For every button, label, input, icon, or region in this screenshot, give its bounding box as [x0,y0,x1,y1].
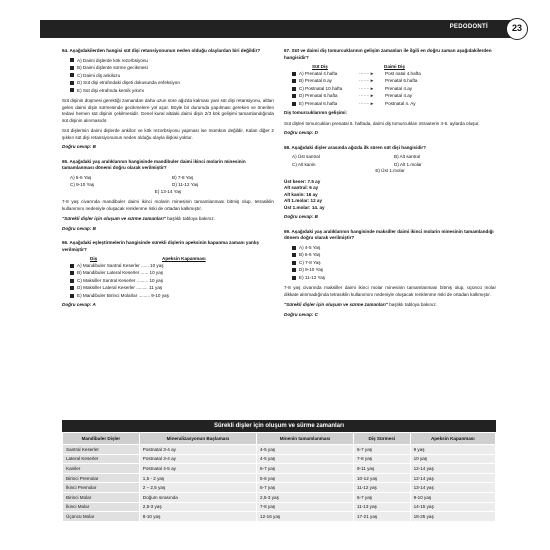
option: C) Maksiller Santral Keserler ......... 10 yaş [70,278,274,285]
eruption-facts [284,179,496,212]
question-67 [284,48,496,137]
table-cell: 1,5 - 2 yaş [139,473,256,483]
answer: Doğru cevap: D [284,130,318,136]
fact: Alt santral: 6 ay [284,185,319,191]
table-row [63,464,496,474]
table-cell: 7-8 yaş [354,454,411,464]
explanation: Süt dişleri tomurcukları prenatal 6. haftada, daimi diş tomurcukları intrauterin 4-5. aylarda oluşur. [284,120,480,126]
question-68 [284,145,496,221]
question-text: 68. Aşağıdaki dişler arasında ağızda ilk süren süt dişi hangisidir? [284,144,427,150]
table-cell: 14-15 yaş [410,502,495,512]
option: E) 13-14 Yaş [154,188,182,194]
table-row [63,492,496,502]
table-title: Sürekli dişler için oluşum ve sürme zamanları [62,420,496,432]
option: E) 11-12 Yaş [292,275,496,282]
option: E) Prenatal 6.hafta ·······► Postnatal 4. Ay [292,101,496,108]
table-cell: 6-7 yaş [257,464,354,474]
arrow-icon: ·······► [359,100,375,106]
column-headers: Süt Diş Daimi Diş [312,64,405,70]
table-row [63,502,496,512]
right-column [284,48,496,327]
column-header: Minenin tamamlanması [257,433,354,445]
table-cell: Postnatal 3-4 ay [139,445,256,455]
column-header: Mandibuler Dişler [63,433,140,445]
question-text: 64. Aşağıdakilerden hangisi süt dişi retansiyonunun neden olduğu olaylardan biri değildir? [62,48,261,53]
table-cell: Doğum sırasında [139,492,256,502]
option: A) Üst santral [292,154,320,160]
options-grid [292,154,496,168]
table-cell: Lateral Keserler [63,454,140,464]
checkbox-icon [292,102,296,106]
checkbox-icon [70,264,74,268]
page-number: 23 [506,18,528,40]
table-cell: 2,5-3 yaş [257,492,354,502]
question-64 [62,48,274,151]
arrow-icon: ·······► [359,85,375,91]
table-cell: 2 – 2,5 yaş [139,483,256,493]
column-headers: Diş Apeksin Kapanması [90,256,206,262]
table-row [63,483,496,493]
explanation: Süt dişlerinin daimi dişlerde ankiloz ve kök rezorbsiyonu yapması ise mümkün değildir. Kalan diğer 2 şıkkın süt dişi retansiyonunun neden olduğu olayla ilişkisi yoktur. [62,128,274,140]
answer: Doğru cevap: A [62,302,96,308]
option: B) Alt santral [394,154,421,160]
table-reference: "Sürekli dişler için oluşum ve sürme zamanları" başlıklı tabloya bakınız. [284,302,437,308]
table-row [63,512,496,522]
table-cell: 8-10 yaş [139,512,256,522]
option: A) Prenatal 4.hafta ·······► Post natal 4.hafta [292,71,496,78]
checkbox-icon [292,261,296,265]
table-cell: 6-7 yaş [354,492,411,502]
option: C) Alt kanin [292,161,316,167]
table-cell: Kaniler [63,464,140,474]
option: D) Prenatal 6.hafta ·······► Prenatal 4.ay [292,93,496,100]
explanation: Süt dişinin düşmesi gerektiği zamandan daha uzun süre ağızda kalması yani süt dişi retansiyonu, altları gelen daimi dişin sürmesinde gecikmelere yol açar. Böyle bir durumda yapılması gereken ve önerilen tedavi hemen süt dişinin çekilmesidir. Genel kural altdaki daimi dişin 2/3 kök gelişimi tamamlandığında süt dişinin alınmasıdır. [62,98,274,123]
table-cell: İkinci Molar [63,502,140,512]
option: D) Süt dişi etrafındaki dişeti dokusunda enfeksiyon [70,80,274,87]
arrow-icon: ·······► [359,78,375,84]
arrow-icon: ·······► [359,70,375,76]
left-column [62,48,274,317]
table-reference: "Sürekli dişler için oluşum ve sürme zamanları" başlıklı tabloya bakınız. [62,216,215,222]
table-cell: 10-12 yaş [354,473,411,483]
question-69 [284,229,496,319]
section-label: PEDODONTİ [449,24,488,30]
question-65 [62,159,274,233]
checkbox-icon [70,66,74,70]
question-text: 69. Aşağıdaki yaş aralıklarının hangisinde maksiller daimi ikinci molarin minesinin tamamlandığı dönem doğru olarak verilmiştir? [284,228,494,241]
option: A) 5-6 Yaş [70,174,92,180]
table-cell: 10 yaş [410,454,495,464]
checkbox-icon [70,294,74,298]
checkbox-icon [292,72,296,76]
option: B) Prenatal 6.ay ·······► Prenatal 6.hafta [292,78,496,85]
table-cell: 9-10 yaş [410,492,495,502]
option: B) Mandibuler Lateral Keserler ...... 10 yaş [70,270,274,277]
data-table [62,432,496,522]
option: D) Maksiller Lateral Keserler ......... 11 yaş [70,285,274,292]
option: A) 4-5 Yaş [292,245,496,252]
checkbox-icon [70,271,74,275]
fact: Alt 1.molar: 12 ay [284,198,323,204]
table-cell: 4-5 yaş [257,454,354,464]
answer: Doğru cevap: B [62,144,96,150]
answer: Doğru cevap: C [284,311,318,317]
checkbox-icon [292,268,296,272]
table-cell: 6-7 yaş [257,483,354,493]
checkbox-icon [70,58,74,62]
checkbox-icon [292,79,296,83]
question-text: 65. Aşağıdaki yaş aralıklarının hangisinde mandibuler daimi ikinci molarin minesinin tamamlanması dönemi doğru olarak verilmiştir? [62,158,246,171]
table-cell: 9-11 yaş [354,464,411,474]
table-cell: 12-16 yaş [257,512,354,522]
table-cell: 2,5-3 yaş [139,502,256,512]
table-cell: 12-14 yaş [410,473,495,483]
checkbox-icon [292,87,296,91]
option: E) Mandibuler Birinci Molarlar ......... 9-10 yaş [70,293,274,300]
option: C) Daimi diş ankilozu [70,73,274,80]
option: E) Süt dişi etrafında kemik yıkımı [70,88,274,95]
answer: Doğru cevap: B [62,225,96,231]
option: B) Daimi dişlerde sürme gecikmesi [70,65,274,72]
table-header-row [63,433,496,445]
table-cell: 11-13 yaş [354,502,411,512]
table-cell: Birinci Premolar [63,473,140,483]
fact: Alt kanin: 16 ay [284,191,318,197]
fact: Üst keser: 7.5 ay [284,178,321,184]
question-text: 66. Aşağıdaki eşleştirmelerin hangisinde sürekli dişlerin apeksinin kapanma zamanı yanlış verilmiştir? [62,240,259,252]
column-header: Mineralizasyonun Başlaması [139,433,256,445]
option: D) 11-12 Yaş [172,182,199,188]
table-cell: 12-14 yaş [410,464,495,474]
explanation: 7-8 yaş civarında maksiller daimi ikinci molar minesinin tamamlanması bitmiş olup, üçüncü molar dikkate alınmadığında tetrasiklin kullanımını nedeniyle oluşacak renklenme riski de ortadan kalkmıştır. [284,285,496,297]
table-cell: 11-12 yaş [354,483,411,493]
option: C) 9-10 Yaş [70,182,95,188]
eruption-table [62,420,496,522]
option: B) 5-6 Yaş [292,252,496,259]
table-cell: Postnatal 3-4 ay [139,454,256,464]
question-66 [62,240,274,309]
table-row [63,473,496,483]
checkbox-icon [292,94,296,98]
option: B) 7-8 Yaş [172,174,194,180]
options-grid [70,175,274,189]
checkbox-icon [70,81,74,85]
table-cell: 6-7 yaş [354,445,411,455]
table-cell: 17-21 yaş [354,512,411,522]
arrow-icon: ·······► [359,93,375,99]
answer: Doğru cevap: B [284,214,318,220]
header-bar [40,20,518,38]
table-row [63,454,496,464]
option: A) Mandibuler Santral Keserler ...... 10 yaş [70,263,274,270]
table-cell: Santral Keserler [63,445,140,455]
table-cell: Postnatal 4-5 ay [139,464,256,474]
question-text: 67. Süt ve daimi diş tomurcuklarının gelişim zamanları ile ilgili en doğru zaman aşağıdakilerden hangisidir? [284,48,492,60]
checkbox-icon [292,253,296,257]
table-cell: 5-6 yaş [257,473,354,483]
checkbox-icon [292,246,296,250]
checkbox-icon [70,88,74,92]
checkbox-icon [292,276,296,280]
table-cell: 9 yaş [410,445,495,455]
table-cell: 18-25 yaş [410,512,495,522]
option: C) Postnatal 10.hafta ·······► Prenatal 4.ay [292,86,496,93]
table-cell: 13-14 yaş [410,483,495,493]
column-header: Diş Sürmesi [354,433,411,445]
table-cell: Birinci Molar [63,492,140,502]
option: C) 7-8 Yaş [292,260,496,267]
fact: Üst 1.molar: 14. ay [284,204,325,210]
option: D) Alt 1.molar [394,161,422,167]
table-cell: Üçüncü Molar [63,512,140,522]
checkbox-icon [70,286,74,290]
option: D) 9-10 Yaş [292,267,496,274]
option: E) Üst 1.molar [375,168,405,174]
table-cell: İkinci Premolar [63,483,140,493]
table-cell: 7-8 yaş [257,502,354,512]
table-row [63,445,496,455]
checkbox-icon [70,73,74,77]
subheading: Diş tomurcuklarının gelişimi: [284,110,348,116]
column-header: Apeksin Kapanması [410,433,495,445]
explanation: 7-8 yaş civarında mandibuler daimi ikinci molarin minesinin tamamlanması bitmiş olup, tetrasiklin kullanımını nedeniyle oluşacak renklenme riski de ortadan kalkmıştır. [62,199,274,211]
table-cell: 4-5 yaş [257,445,354,455]
option: A) Daimi dişlerde kök rezorbsiyonu [70,58,274,65]
checkbox-icon [70,279,74,283]
